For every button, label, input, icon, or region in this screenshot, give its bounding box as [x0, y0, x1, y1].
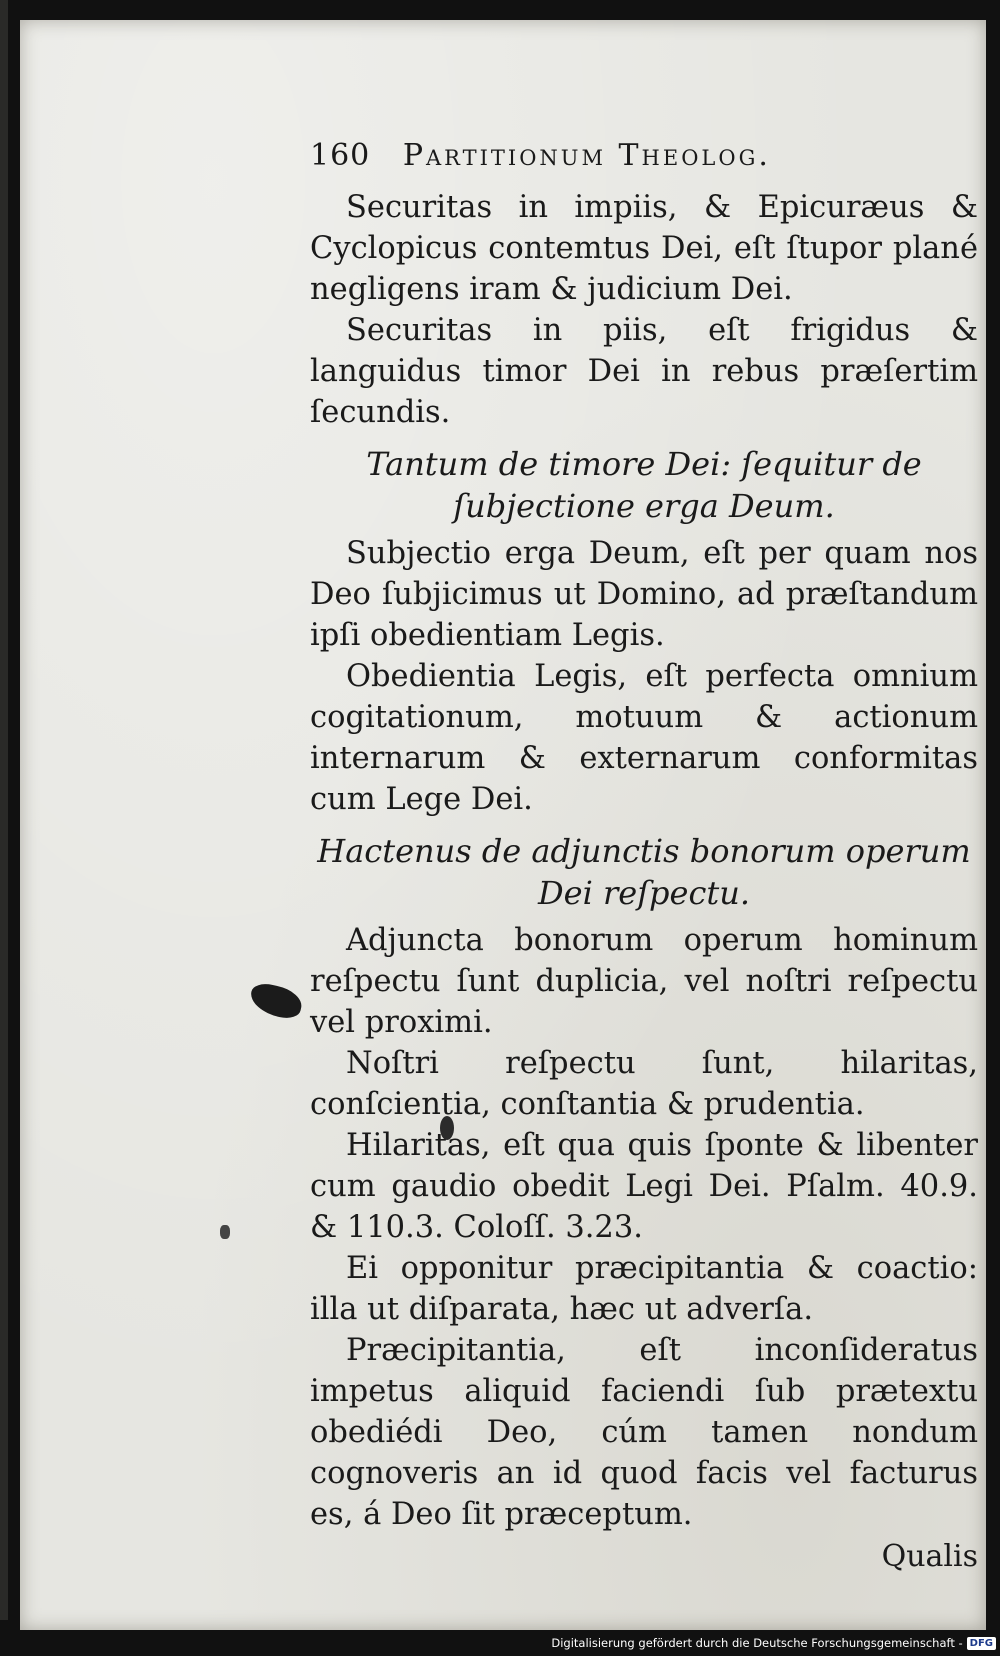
- paragraph: Securitas in piis, eſt frigidus & languidus timor Dei in rebus præſertim ſecundis.: [310, 313, 978, 430]
- dfg-logo: DFG: [967, 1637, 996, 1650]
- paper-speck: [220, 1225, 230, 1239]
- catchword: Qualis: [881, 1539, 978, 1574]
- running-head: Partitionum Theolog.: [402, 138, 771, 173]
- paragraph: Subjectio erga Deum, eſt per quam nos Deo ſubjicimus ut Domino, ad præſtandum ipſi obedientiam Legis.: [310, 536, 978, 653]
- paragraph: Noſtri reſpectu ſunt, hilaritas, conſcientia, conſtantia & prudentia.: [310, 1046, 978, 1122]
- text-block: [310, 138, 978, 1574]
- paragraph: Hilaritas, eſt qua quis ſponte & libenter cum gaudio obedit Legi Dei. Pſalm. 40.9. & 110.3. Coloſſ. 3.23.: [310, 1128, 978, 1245]
- scan-edge: [0, 0, 8, 1620]
- footer-text: Digitalisierung gefördert durch die Deutsche Forschungsgemeinschaft -: [551, 1636, 963, 1650]
- book-page: [20, 20, 986, 1630]
- paragraph: Adjuncta bonorum operum hominum reſpectu ſunt duplicia, vel noſtri reſpectu vel proximi.: [310, 923, 978, 1040]
- paragraph: Præcipitantia, eſt inconſideratus impetus aliquid faciendi ſub prætextu obediédi Deo, cúm tamen nondum cognoveris an id quod facis vel facturus es, á Deo ſit præceptum.: [310, 1333, 978, 1532]
- ink-blot: [247, 981, 304, 1021]
- paragraph: Ei opponitur præcipitantia & coactio: illa ut diſparata, hæc ut adverſa.: [310, 1251, 978, 1327]
- section-heading: Tantum de timore Dei: ſequitur de ſubjectione erga Deum.: [366, 445, 922, 525]
- paragraph: Securitas in impiis, & Epicuræus & Cyclopicus contemtus Dei, eſt ſtupor plané negligens iram & judicium Dei.: [310, 190, 978, 307]
- running-header: [310, 138, 978, 173]
- page-number: 160: [310, 138, 371, 173]
- paragraph: Obedientia Legis, eſt perfecta omnium cogitationum, motuum & actionum internarum & externarum conformitas cum Lege Dei.: [310, 659, 978, 817]
- section-heading: Hactenus de adjunctis bonorum operum Dei reſpectu.: [317, 832, 971, 912]
- digitization-footer: [551, 1633, 996, 1653]
